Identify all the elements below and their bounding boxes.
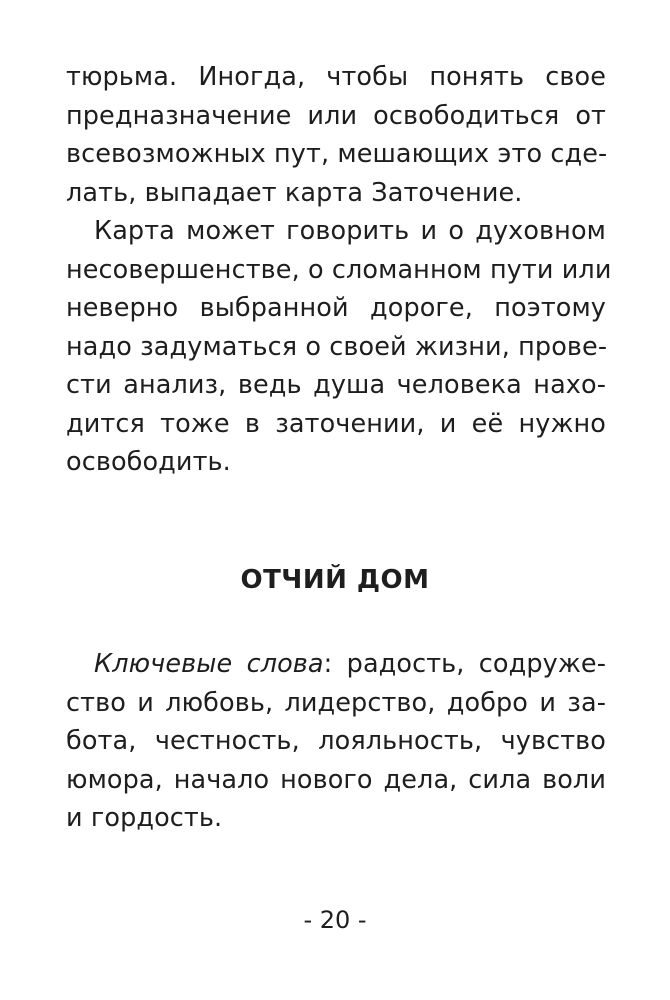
paragraph-line: неверно выбранной дороге, поэтому [66, 293, 606, 323]
paragraph-line: тюрьма. Иногда, чтобы понять свое [66, 62, 606, 92]
section-heading: ОТЧИЙ ДОМ [240, 565, 430, 595]
paragraph-line: надо задуматься о своей жизни, прове- [66, 331, 608, 362]
paragraph-line: освободить. [66, 447, 231, 477]
paragraph-line: всевозможных пут, мешающих это сде- [66, 139, 608, 169]
keywords-label: Ключевые слова [94, 649, 324, 679]
text-block-2 [66, 645, 606, 838]
page-number: - 20 - [303, 906, 367, 934]
text-block-1 [66, 58, 612, 482]
paragraph-line: и гордость. [66, 803, 223, 833]
paragraph-line: юмора, начало нового дела, сила воли [66, 764, 606, 795]
paragraph-line: лать, выпадает карта Заточение. [66, 177, 523, 208]
paragraph-line: ство и любовь, лидерство, добро и за- [66, 687, 606, 718]
keywords-first-line: радость, содруже- [332, 649, 606, 679]
keywords-line [66, 645, 606, 684]
paragraph-line: бота, честность, лояльность, чувство [66, 726, 606, 756]
paragraph-line: Карта может говорить и о духовном [94, 216, 606, 246]
paragraph-line: сти анализ, ведь душа человека нахо- [66, 370, 606, 400]
paragraph-line: несовершенстве, о сломанном пути или [66, 254, 612, 285]
keywords-separator: : [323, 649, 333, 679]
paragraph-line: предназначение или освободиться от [66, 100, 606, 131]
paragraph-line: дится тоже в заточении, и её нужно [66, 408, 606, 439]
